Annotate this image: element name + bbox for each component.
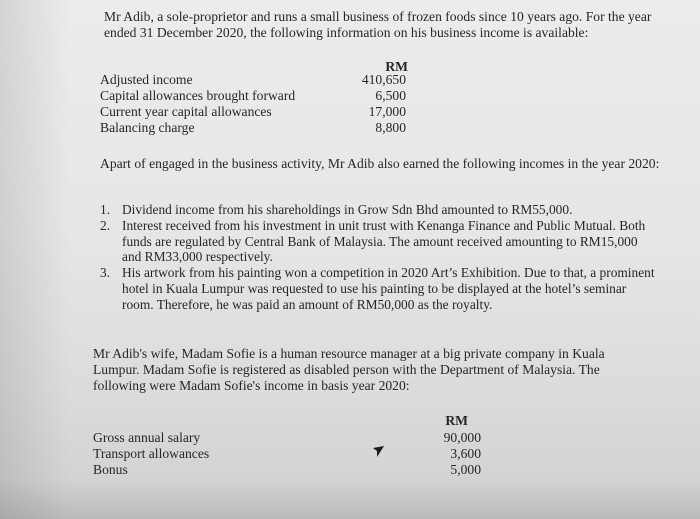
list-item-number: 3. [100, 265, 111, 281]
page-shadow-left [0, 0, 70, 519]
business-row-label: Adjusted income [100, 72, 193, 87]
business-table-currency-header: RM [385, 59, 408, 74]
wife-row-value: 5,000 [450, 462, 481, 477]
list-item-text: His artwork from his painting won a competition in 2020 Art’s Exhibition. Due to that, a prominent hotel in Kuala Lumpur was requested to use his painting to be displayed at the hotel’s seminar room. Therefore, he was paid an amount of RM50,000 as the royalty. [122, 265, 655, 312]
other-income-intro: Apart of engaged in the business activity, Mr Adib also earned the following incomes in the year 2020: [100, 156, 660, 171]
business-row-label: Capital allowances brought forward [100, 88, 296, 103]
wife-row-label: Transport allowances [93, 446, 210, 461]
list-item-text: Dividend income from his shareholdings in Grow Sdn Bhd amounted to RM55,000. [122, 202, 573, 217]
business-row-value: 17,000 [368, 104, 406, 119]
wife-row-value: 90,000 [443, 430, 481, 445]
business-row-value: 8,800 [375, 120, 406, 135]
list-item-number: 1. [100, 202, 111, 217]
business-row-value: 410,650 [361, 72, 406, 87]
page-shadow-bottom [0, 479, 700, 519]
wife-row-value: 3,600 [450, 446, 481, 461]
wife-table-currency-header: RM [445, 413, 468, 428]
other-income-list [100, 202, 660, 313]
business-row-value: 6,500 [375, 88, 406, 103]
list-item [100, 218, 660, 265]
wife-intro-paragraph: Mr Adib's wife, Madam Sofie is a human resource manager at a big private company in Kuala Lumpur. Madam Sofie is registered as disabled person with the Department of Malaysia. The following were Madam Sofie's income in basis year 2020: [93, 346, 605, 394]
list-item [100, 265, 660, 312]
mouse-pointer-icon [372, 445, 386, 459]
list-item-number: 2. [100, 217, 111, 233]
wife-row-label: Gross annual salary [93, 430, 201, 445]
business-row-label: Balancing charge [100, 120, 195, 135]
list-item [100, 202, 660, 218]
business-row-label: Current year capital allowances [100, 104, 272, 119]
list-item-text: Interest received from his investment in unit trust with Kenanga Finance and Public Mutual. Both funds are regulated by Central Bank of Malaysia. The amount received amounting to RM15,000 and RM33,000 respectively. [122, 217, 646, 265]
wife-row-label: Bonus [93, 462, 128, 477]
intro-paragraph: Mr Adib, a sole-proprietor and runs a small business of frozen foods since 10 years ago. For the year ended 31 December 2020, the following information on his business income is available: [104, 9, 652, 41]
